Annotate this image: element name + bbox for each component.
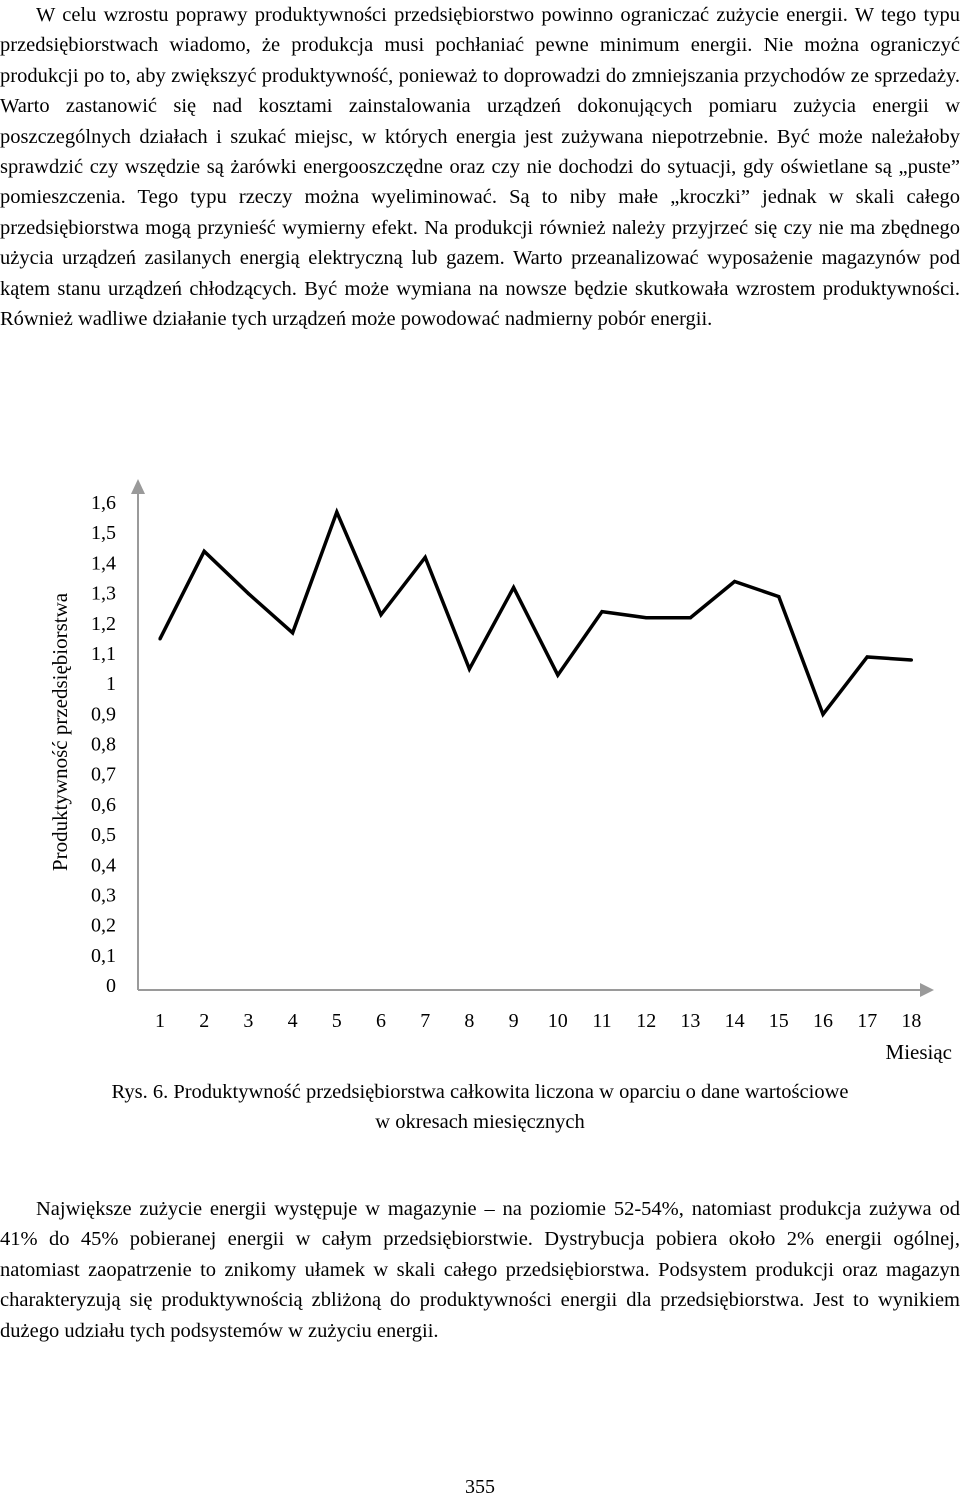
data-point xyxy=(203,550,206,553)
y-tick-label: 0,2 xyxy=(91,914,116,937)
data-point xyxy=(468,667,471,670)
x-tick-label: 13 xyxy=(680,1010,701,1032)
x-tick-labels xyxy=(155,1010,921,1032)
data-point xyxy=(866,655,869,658)
productivity-chart xyxy=(0,470,960,1070)
x-tick-label: 15 xyxy=(768,1010,789,1032)
data-point xyxy=(910,658,913,661)
figure-caption xyxy=(0,1077,960,1137)
x-tick-label: 17 xyxy=(857,1010,878,1032)
data-point xyxy=(689,616,692,619)
x-tick-label: 18 xyxy=(901,1010,922,1032)
data-point xyxy=(556,673,559,676)
x-tick-label: 16 xyxy=(813,1010,833,1032)
y-axis-label: Produktywność przedsiębiorstwa xyxy=(47,592,72,872)
x-axis-arrow xyxy=(920,983,934,997)
y-tick-label: 1,3 xyxy=(91,582,116,605)
data-point xyxy=(512,586,515,589)
y-tick-label: 1,2 xyxy=(91,612,116,635)
y-tick-label: 1,5 xyxy=(91,522,116,545)
x-tick-label: 8 xyxy=(464,1010,475,1032)
data-point xyxy=(777,595,780,598)
series-line-productivity xyxy=(160,512,911,714)
caption-line-2: w okresach miesięcznych xyxy=(375,1111,585,1133)
data-point xyxy=(600,610,603,613)
y-axis-title xyxy=(48,592,72,871)
y-axis-arrow xyxy=(131,479,145,494)
x-tick-label: 4 xyxy=(287,1010,298,1032)
data-point xyxy=(335,510,338,513)
caption-line-1: Rys. 6. Produktywność przedsiębiorstwa całkowita liczona w oparciu o dane wartościowe xyxy=(111,1081,849,1103)
x-tick-label: 10 xyxy=(547,1010,568,1032)
x-tick-label: 14 xyxy=(724,1010,745,1032)
data-point xyxy=(424,556,427,559)
y-tick-label: 0,5 xyxy=(91,824,116,847)
page-number: 355 xyxy=(465,1476,495,1498)
x-tick-label: 9 xyxy=(508,1010,519,1032)
data-point xyxy=(645,616,648,619)
y-tick-label: 1,4 xyxy=(91,552,116,575)
paragraph-energy: Największe zużycie energii występuje w magazynie – na poziomie 52-54%, natomiast produkcja zużywa od 41% do 45% pobieranej energii w całym przedsiębiorstwie. Dystrybucja pobiera około 2% energii ogólnej, natomiast zaopatrzenie to znikomy ułamek w skali całego przedsiębiorstwa. Podsystem produkcji oraz magazyn charakteryzują się produktywnością zbliżoną do produktywności energii dla przedsiębiorstwa. Jest to wynikiem dużego udziału tych podsystemów w zużyciu energii. xyxy=(0,1198,960,1342)
y-tick-label: 0,7 xyxy=(91,763,116,786)
x-tick-label: 5 xyxy=(331,1010,342,1032)
y-tick-label: 0,1 xyxy=(91,944,116,967)
data-point xyxy=(291,631,294,634)
x-tick-label: 12 xyxy=(636,1010,657,1032)
x-axis-label: Miesiąc xyxy=(885,1040,952,1064)
y-tick-labels xyxy=(91,492,116,997)
x-tick-label: 3 xyxy=(243,1010,254,1032)
y-tick-label: 0,9 xyxy=(91,703,116,726)
y-tick-label: 0 xyxy=(106,975,116,997)
x-tick-label: 2 xyxy=(199,1010,210,1032)
paragraph-intro: W celu wzrostu poprawy produktywności przedsiębiorstwo powinno ograniczać zużycie energii. W tego typu przedsiębiorstwach wiadomo, że produkcja musi pochłaniać pewne minimum energii. Nie można ograniczyć produkcji po to, aby zwiększyć produktywność, ponieważ to doprowadzi do zmniejszania przychodów ze sprzedaży. Warto zastanowić się nad kosztami zainstalowania urządzeń dokonujących pomiaru zużycia energii w poszczególnych działach i szukać miejsc, w których energia jest zużywana niepotrzebnie. Być może należałoby sprawdzić czy wszędzie są żarówki energooszczędne oraz czy nie dochodzi do sytuacji, gdy oświetlane są „puste” pomieszczenia. Tego typu rzeczy można wyeliminować. Są to niby małe „kroczki” jednak w skali całego przedsiębiorstwa mogą przynieść wymierny efekt. Na produkcji również należy przyjrzeć się czy nie ma zbędnego użycia urządzeń zasilanych energią elektryczną lub gazem. Warto przeanalizować wyposażenie magazynów pod kątem stanu urządzeń chłodzących. Być może wymiana na nowsze będzie skutkowała wzrostem produktywności. Również wadliwe działanie tych urządzeń może powodować nadmierny pobór energii. xyxy=(0,4,960,331)
data-point xyxy=(733,580,736,583)
data-point xyxy=(379,613,382,616)
x-tick-label: 11 xyxy=(592,1010,612,1032)
x-tick-label: 6 xyxy=(376,1010,386,1032)
y-tick-label: 0,4 xyxy=(91,854,116,877)
data-point xyxy=(821,713,824,716)
x-tick-label: 7 xyxy=(420,1010,431,1032)
y-tick-label: 0,3 xyxy=(91,884,116,907)
y-tick-label: 1,1 xyxy=(91,642,116,665)
data-point xyxy=(247,592,250,595)
x-tick-label: 1 xyxy=(155,1010,165,1032)
y-tick-label: 1 xyxy=(106,673,116,696)
y-tick-label: 0,6 xyxy=(91,793,116,816)
data-point xyxy=(158,637,161,640)
y-tick-label: 0,8 xyxy=(91,733,116,756)
y-tick-label: 1,6 xyxy=(91,492,116,514)
